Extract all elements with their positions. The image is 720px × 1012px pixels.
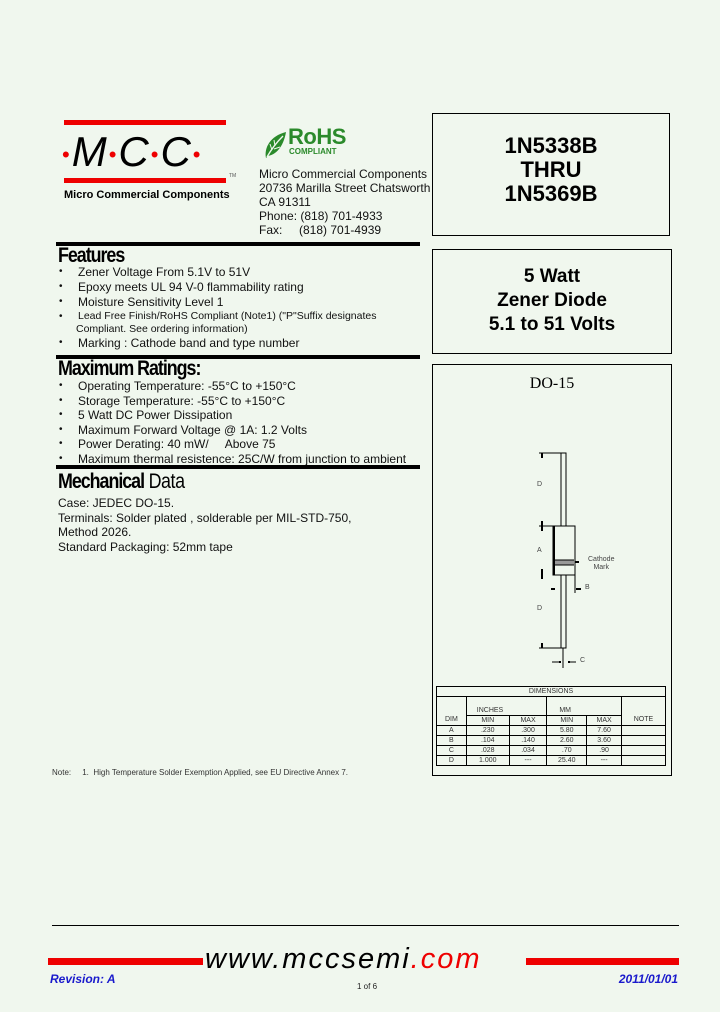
terminals-line: Terminals: Solder plated , solderable per MIL-STD-750, <box>58 510 352 525</box>
rohs-badge <box>262 124 362 160</box>
website-link[interactable]: www.mccsemi.com <box>205 943 482 975</box>
rating-item: • Operating Temperature: -55°C to +150°C <box>56 379 406 394</box>
page-number: 1 of 6 <box>357 982 378 991</box>
company-address <box>259 167 430 237</box>
footer-left-bar <box>48 958 203 965</box>
ratings-heading: Maximum Ratings: <box>58 357 201 380</box>
logo-top-bar <box>64 120 226 125</box>
feature-item: • Epoxy meets UL 94 V-0 flammability rating <box>56 280 376 295</box>
part-number-thru: THRU <box>520 157 582 182</box>
rating-item: • Maximum Forward Voltage @ 1A: 1.2 Volts <box>56 423 406 438</box>
label-c: C <box>580 657 586 664</box>
feature-item: • Marking : Cathode band and type number <box>56 336 376 351</box>
table-row: A .230 .300 5.80 7.60 <box>437 725 666 735</box>
feature-item: • Lead Free Finish/RoHS Compliant (Note1) ("P"Suffix designates Compliant. See ordering information) <box>56 310 376 336</box>
footer-divider <box>52 925 679 926</box>
method-line: Method 2026. <box>58 525 132 539</box>
revision-label: Revision: A <box>50 972 116 986</box>
table-row: C .028 .034 .70 .90 <box>437 745 666 755</box>
voltage-range: 5.1 to 51 Volts <box>488 314 616 335</box>
city: CA 91311 <box>259 195 311 209</box>
table-header-row: DIM MIN MAX MIN MAX NOTE <box>437 715 666 725</box>
phone: Phone: (818) 701-4933 <box>259 209 383 223</box>
table-row: D 1.000 --- 25.40 --- <box>437 755 666 765</box>
mm-header: MM <box>547 697 622 716</box>
mcc-logo: •M•C•C• <box>62 128 203 175</box>
mechanical-data <box>58 496 351 554</box>
part-number-box <box>432 113 670 236</box>
rating-item: • Maximum thermal resistence: 25C/W from junction to ambient <box>56 452 406 467</box>
feature-item: • Zener Voltage From 5.1V to 51V <box>56 265 376 280</box>
logo-subtitle: Micro Commercial Components <box>64 189 230 201</box>
device-type: Zener Diode <box>497 290 607 311</box>
rating-item: • Storage Temperature: -55°C to +150°C <box>56 394 406 409</box>
company-name: Micro Commercial Components <box>259 167 428 181</box>
description-box <box>432 249 672 354</box>
rohs-title: RoHS <box>288 124 346 149</box>
fax: Fax: (818) 701-4939 <box>259 223 382 237</box>
label-a: A <box>537 547 542 554</box>
trademark-mark: TM <box>229 173 237 179</box>
mechanical-divider <box>56 465 420 469</box>
package-title: DO-15 <box>529 375 575 392</box>
rating-item: • Power Derating: 40 mW/ Above 75 <box>56 437 406 452</box>
rohs-subtitle: COMPLIANT <box>289 147 337 156</box>
part-number-start: 1N5338B <box>504 133 598 158</box>
case-line: Case: JEDEC DO-15. <box>58 496 175 510</box>
label-cathode-mark: Cathode Mark <box>588 556 615 571</box>
ratings-list <box>56 379 406 466</box>
table-row: B .104 .140 2.60 3.60 <box>437 735 666 745</box>
feature-item: • Moisture Sensitivity Level 1 <box>56 295 376 310</box>
label-b: B <box>585 584 590 591</box>
features-list <box>56 265 376 350</box>
mechanical-heading: Mechanical Data <box>58 470 185 493</box>
packaging-line: Standard Packaging: 52mm tape <box>58 539 233 554</box>
do15-outline-diagram <box>433 365 671 685</box>
part-number-end: 1N5369B <box>504 181 598 206</box>
inches-header: INCHES <box>466 697 547 716</box>
logo-bottom-bar <box>64 178 226 183</box>
rating-item: • 5 Watt DC Power Dissipation <box>56 408 406 423</box>
features-heading: Features <box>58 244 125 267</box>
dimensions-title: DIMENSIONS <box>437 687 666 697</box>
label-d-bottom: D <box>537 605 543 612</box>
footnote: Note: 1. High Temperature Solder Exemption Applied, see EU Directive Annex 7. <box>52 768 349 777</box>
street: 20736 Marilla Street Chatsworth <box>259 181 431 195</box>
leaf-icon <box>262 130 288 160</box>
label-d-top: D <box>537 481 543 488</box>
footer-right-bar <box>526 958 679 965</box>
dimensions-table <box>436 686 666 766</box>
power-rating: 5 Watt <box>523 266 581 287</box>
revision-date: 2011/01/01 <box>618 972 678 986</box>
